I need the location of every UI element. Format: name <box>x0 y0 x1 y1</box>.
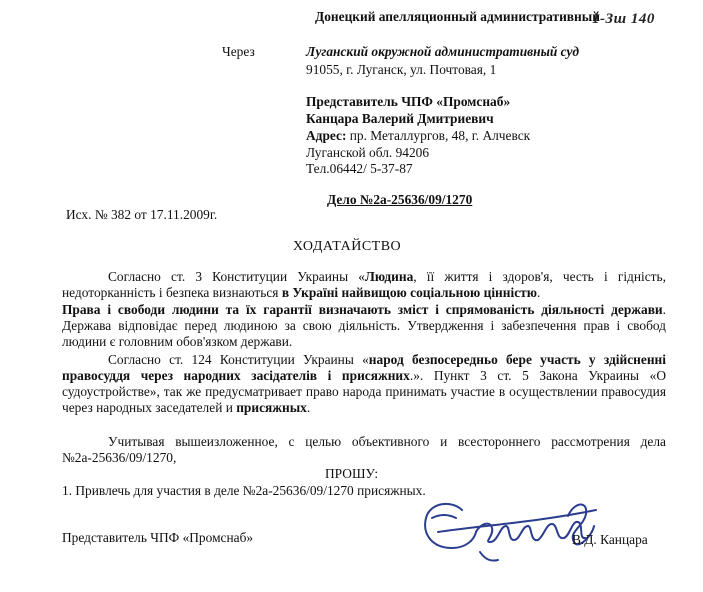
p3-text-b: .». Пункт 3 ст. 5 Закона Украины «О судоустройстве», так же предусматривает право народа принимать участие в осуществлении правосудия через народных заседателей и <box>62 368 666 415</box>
p3-bold-a: народ безпосередньо бере участь у здійсненні правосуддя через народних засідателів і присяжних <box>62 352 666 383</box>
paragraph-1 <box>62 269 666 301</box>
outgoing-number: Исх. № 382 от 17.11.2009г. <box>66 207 218 222</box>
p1-text-a: Согласно ст. 3 Конституции Украины « <box>108 269 365 284</box>
sender-title: Представитель ЧПФ «Промснаб» <box>306 94 511 109</box>
sender-name: Канцара Валерий Дмитриевич <box>306 111 494 126</box>
sender-address <box>306 128 530 144</box>
document-title: ХОДАТАЙСТВО <box>293 239 402 254</box>
p2-text: . Держава відповідає перед людиною за свою діяльність. Утвердження і забезпечення прав і свобод людини є головним обов'язком держави. <box>62 302 666 349</box>
p1-bold-a: Людина <box>364 269 414 284</box>
paragraph-2 <box>62 302 666 350</box>
sender-region: Луганской обл. 94206 <box>306 145 430 160</box>
sender-phone: Тел.06442/ 5-37-87 <box>306 161 413 176</box>
p3-text-a: Согласно ст. 124 Конституции Украины « <box>108 352 369 367</box>
case-number: Дело №2а-25636/09/1270 <box>327 192 473 207</box>
p1-bold-b: в Україні найвищою соціальною цінністю <box>281 285 537 300</box>
p2-bold: Права і свободи людини та їх гарантії визначають зміст і спрямованість діяльності держави <box>62 302 663 317</box>
paragraph-3 <box>62 352 666 416</box>
via-court: Луганский окружной административный суд <box>306 44 580 59</box>
court-addressee: Донецкий апелляционный административный <box>315 9 600 24</box>
p1-text-c: . <box>536 285 541 300</box>
address-value: пр. Металлургов, 48, г. Алчевск <box>346 128 531 143</box>
page-number-mark: 1-Зш 140 <box>592 11 655 27</box>
request-item-1: 1. Привлечь для участия в деле №2а-25636/09/1270 присяжных. <box>62 483 426 498</box>
signatory-title: Представитель ЧПФ «Промснаб» <box>62 530 254 545</box>
signatory-name: В.Д. Канцара <box>572 532 648 547</box>
address-label: Адрес: <box>306 128 347 143</box>
p3-text-c: . <box>306 400 311 415</box>
request-title: ПРОШУ: <box>325 466 379 481</box>
p3-bold-b: присяжных <box>236 400 307 415</box>
via-address: 91055, г. Луганск, ул. Почтовая, 1 <box>306 62 497 77</box>
via-label: Через <box>222 44 255 59</box>
paragraph-4: Учитывая вышеизложенное, с целью объективного и всестороннего рассмотрения дела №2а-25636/09/1270, <box>62 434 666 465</box>
p1-text-b: , її життя і здоров'я, честь і гідність, недоторканність і безпека визнаються <box>62 269 666 300</box>
